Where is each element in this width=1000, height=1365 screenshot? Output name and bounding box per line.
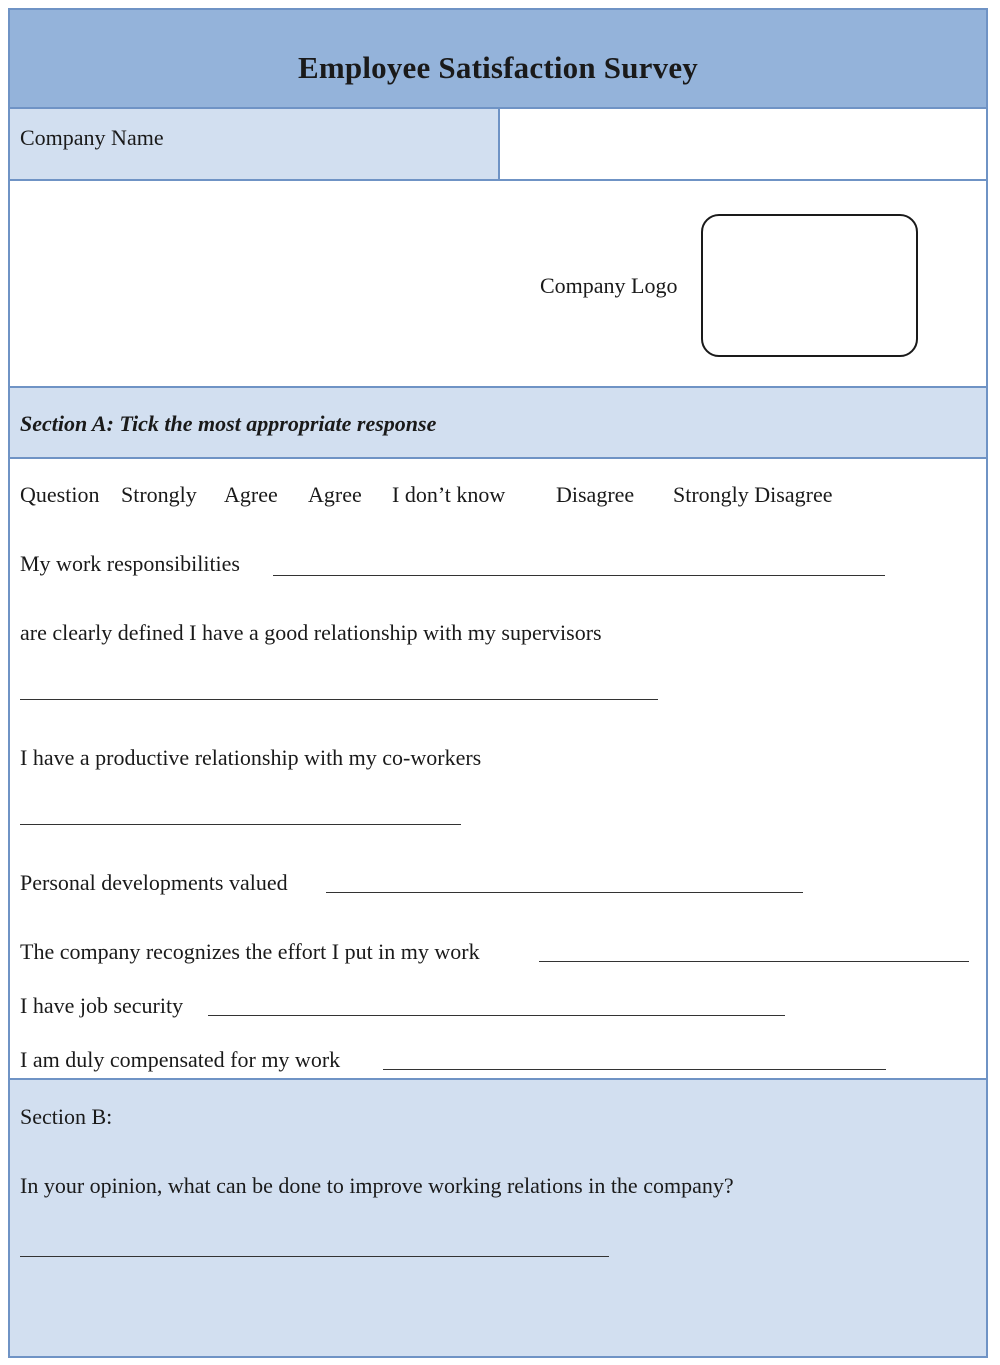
answer-line-job-security[interactable]: [208, 1015, 785, 1016]
company-logo-box[interactable]: [701, 214, 918, 357]
question-job-security: I have job security: [20, 993, 184, 1018]
section-a-questions: [10, 459, 986, 1080]
answer-line-supervisors[interactable]: [20, 699, 658, 700]
section-a-heading: Section A: Tick the most appropriate response: [20, 411, 437, 436]
company-name-label-cell: [10, 109, 500, 179]
section-a-header: [10, 388, 986, 459]
question-work-responsibilities: My work responsibilities: [20, 551, 240, 576]
answer-line-effort-recognized[interactable]: [539, 961, 969, 962]
answer-line-co-workers[interactable]: [20, 824, 461, 825]
survey-form: [8, 8, 988, 1358]
scale-header-dont-know: I don’t know: [392, 482, 506, 507]
title-band: [10, 10, 986, 109]
question-co-workers: I have a productive relationship with my co-workers: [20, 745, 482, 770]
scale-header-strongly: Strongly: [121, 482, 197, 507]
company-logo-label: Company Logo: [540, 273, 678, 298]
scale-header-disagree: Disagree: [556, 482, 635, 507]
logo-area: [10, 181, 986, 388]
scale-header-agree-1: Agree: [224, 482, 278, 507]
question-compensation: I am duly compensated for my work: [20, 1047, 341, 1072]
scale-header-strongly-disagree: Strongly Disagree: [673, 482, 833, 507]
survey-title: Employee Satisfaction Survey: [298, 50, 698, 85]
answer-line-personal-development[interactable]: [326, 892, 803, 893]
company-name-label: Company Name: [20, 125, 164, 150]
question-supervisors: are clearly defined I have a good relationship with my supervisors: [20, 620, 602, 645]
section-b: [10, 1080, 986, 1356]
section-b-question: In your opinion, what can be done to improve working relations in the company?: [20, 1173, 734, 1198]
scale-header-question: Question: [20, 482, 100, 507]
answer-line-section-b[interactable]: [20, 1256, 609, 1257]
section-b-heading: Section B:: [20, 1104, 113, 1129]
scale-header-agree-2: Agree: [308, 482, 362, 507]
company-name-field[interactable]: [500, 109, 986, 179]
answer-line-compensation[interactable]: [383, 1069, 886, 1070]
question-personal-development: Personal developments valued: [20, 870, 288, 895]
question-effort-recognized: The company recognizes the effort I put in my work: [20, 939, 480, 964]
company-name-row: [10, 109, 986, 181]
answer-line-work-responsibilities[interactable]: [273, 575, 885, 576]
